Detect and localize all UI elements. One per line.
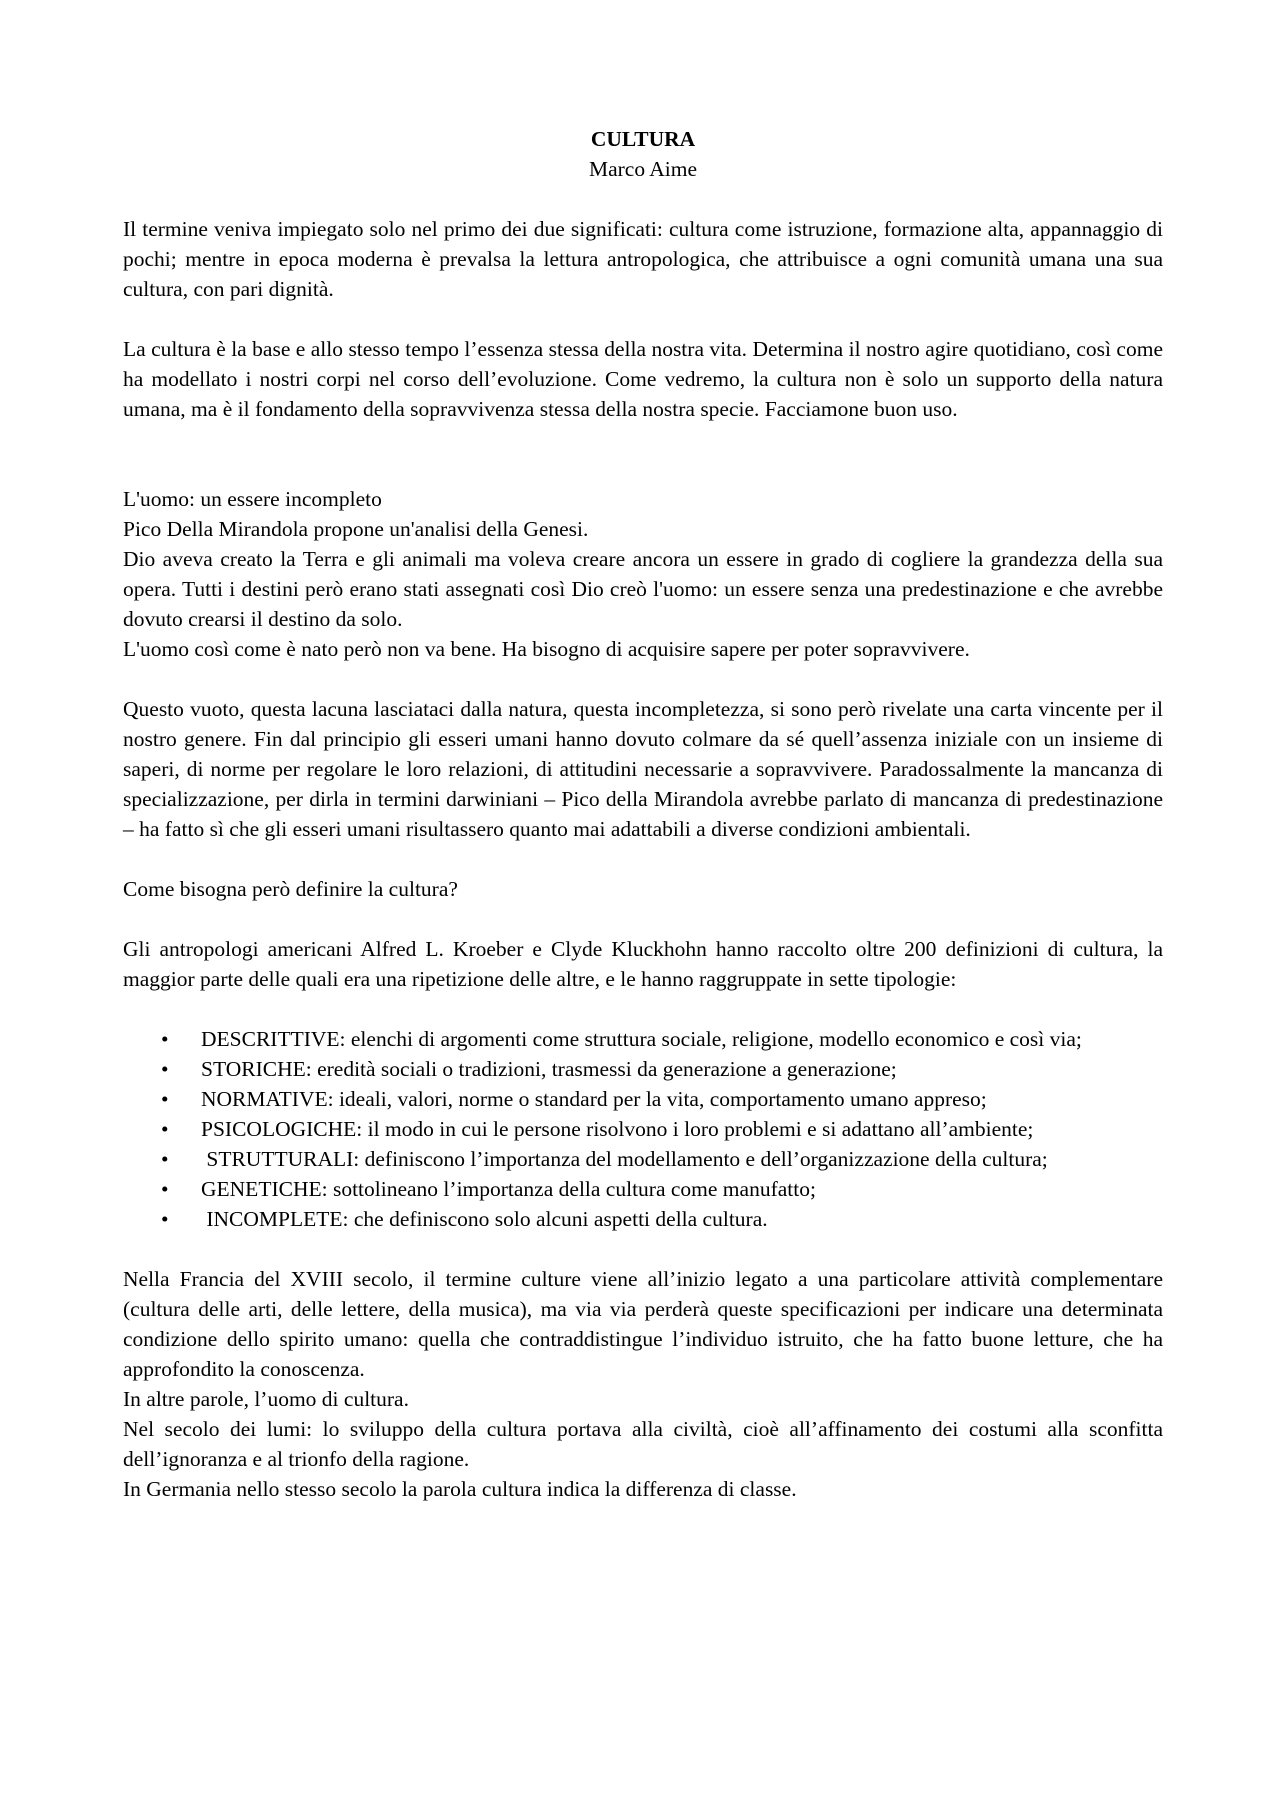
list-item-text: NORMATIVE: ideali, valori, norme o standard per la vita, comportamento umano appreso;	[201, 1087, 987, 1111]
vuoto-paragraph: Questo vuoto, questa lacuna lasciataci dalla natura, questa incompletezza, si sono però rivelate una carta vincente per il nostro genere. Fin dal principio gli esseri umani hanno dovuto colmare da sé quell’assenza iniziale con un insieme di saperi, di norme per regolare le loro relazioni, di attitudini necessarie a sopravvivere. Paradossalmente la mancanza di specializzazione, per dirla in termini darwiniani – Pico della Mirandola avrebbe parlato di mancanza di predestinazione – ha fatto sì che gli esseri umani risultassero quanto mai adattabili a diverse condizioni ambientali.	[123, 697, 1163, 841]
list-item	[161, 1114, 1163, 1144]
culture-types-list	[123, 1024, 1163, 1234]
genesis-paragraph: Dio aveva creato la Terra e gli animali ma voleva creare ancora un essere in grado di cogliere la grandezza della sua opera. Tutti i destini però erano stati assegnati così Dio creò l'uomo: un essere senza una predestinazione e che avrebbe dovuto crearsi il destino da solo.	[123, 547, 1163, 631]
list-item-text: GENETICHE: sottolineano l’importanza della cultura come manufatto;	[201, 1177, 816, 1201]
bullet-icon: •	[161, 1147, 169, 1171]
intro-paragraph-2: La cultura è la base e allo stesso tempo l’essenza stessa della nostra vita. Determina il nostro agire quotidiano, così come ha modellato i nostri corpi nel corso dell’evoluzione. Come vedremo, la cultura non è solo un supporto della natura umana, ma è il fondamento della sopravvivenza stessa della nostra specie. Facciamone buon uso.	[123, 337, 1163, 421]
list-item-text: PSICOLOGICHE: il modo in cui le persone risolvono i loro problemi e si adattano all’ambiente;	[201, 1117, 1034, 1141]
bullet-icon: •	[161, 1057, 169, 1081]
pico-line: Pico Della Mirandola propone un'analisi della Genesi.	[123, 517, 589, 541]
list-item	[161, 1174, 1163, 1204]
francia-paragraph: Nella Francia del XVIII secolo, il termine culture viene all’inizio legato a una particolare attività complementare (cultura delle arti, delle lettere, della musica), ma via via perderà queste specificazioni per indicare una determinata condizione dello spirito umano: quella che contraddistingue l’individuo istruito, che ha fatto buone letture, che ha approfondito la conoscenza.	[123, 1267, 1163, 1381]
list-item	[161, 1084, 1163, 1114]
list-item	[161, 1054, 1163, 1084]
section-heading: L'uomo: un essere incompleto	[123, 487, 382, 511]
lumi-paragraph: Nel secolo dei lumi: lo sviluppo della cultura portava alla civiltà, cioè all’affinamento dei costumi alla sconfitta dell’ignoranza e al trionfo della ragione.	[123, 1417, 1163, 1471]
document-author: Marco Aime	[588, 157, 698, 181]
list-item-text: INCOMPLETE: che definiscono solo alcuni aspetti della cultura.	[201, 1207, 768, 1231]
germania-line: In Germania nello stesso secolo la parola cultura indica la differenza di classe.	[123, 1477, 797, 1501]
list-item	[161, 1204, 1163, 1234]
uomo-di-cultura-line: In altre parole, l’uomo di cultura.	[123, 1387, 409, 1411]
kroeber-paragraph: Gli antropologi americani Alfred L. Kroeber e Clyde Kluckhohn hanno raccolto oltre 200 definizioni di cultura, la maggior parte delle quali era una ripetizione delle altre, e le hanno raggruppate in sette tipologie:	[123, 937, 1163, 991]
list-item-text: STORICHE: eredità sociali o tradizioni, trasmessi da generazione a generazione;	[201, 1057, 897, 1081]
document-title: CULTURA	[590, 127, 696, 151]
intro-paragraph-1: Il termine veniva impiegato solo nel primo dei due significati: cultura come istruzione, formazione alta, appannaggio di pochi; mentre in epoca moderna è prevalsa la lettura antropologica, che attribuisce a ogni comunità umana una sua cultura, con pari dignità.	[123, 217, 1163, 301]
list-item	[161, 1144, 1163, 1174]
bullet-icon: •	[161, 1177, 169, 1201]
uomo-line: L'uomo così come è nato però non va bene. Ha bisogno di acquisire sapere per poter sopravvivere.	[123, 637, 970, 661]
bullet-icon: •	[161, 1087, 169, 1111]
bullet-icon: •	[161, 1117, 169, 1141]
list-item-text: DESCRITTIVE: elenchi di argomenti come struttura sociale, religione, modello economico e così via;	[201, 1027, 1082, 1051]
list-item	[161, 1024, 1163, 1054]
bullet-icon: •	[161, 1027, 169, 1051]
bullet-icon: •	[161, 1207, 169, 1231]
list-item-text: STRUTTURALI: definiscono l’importanza del modellamento e dell’organizzazione della cultura;	[201, 1147, 1048, 1171]
question-line: Come bisogna però definire la cultura?	[123, 877, 458, 901]
